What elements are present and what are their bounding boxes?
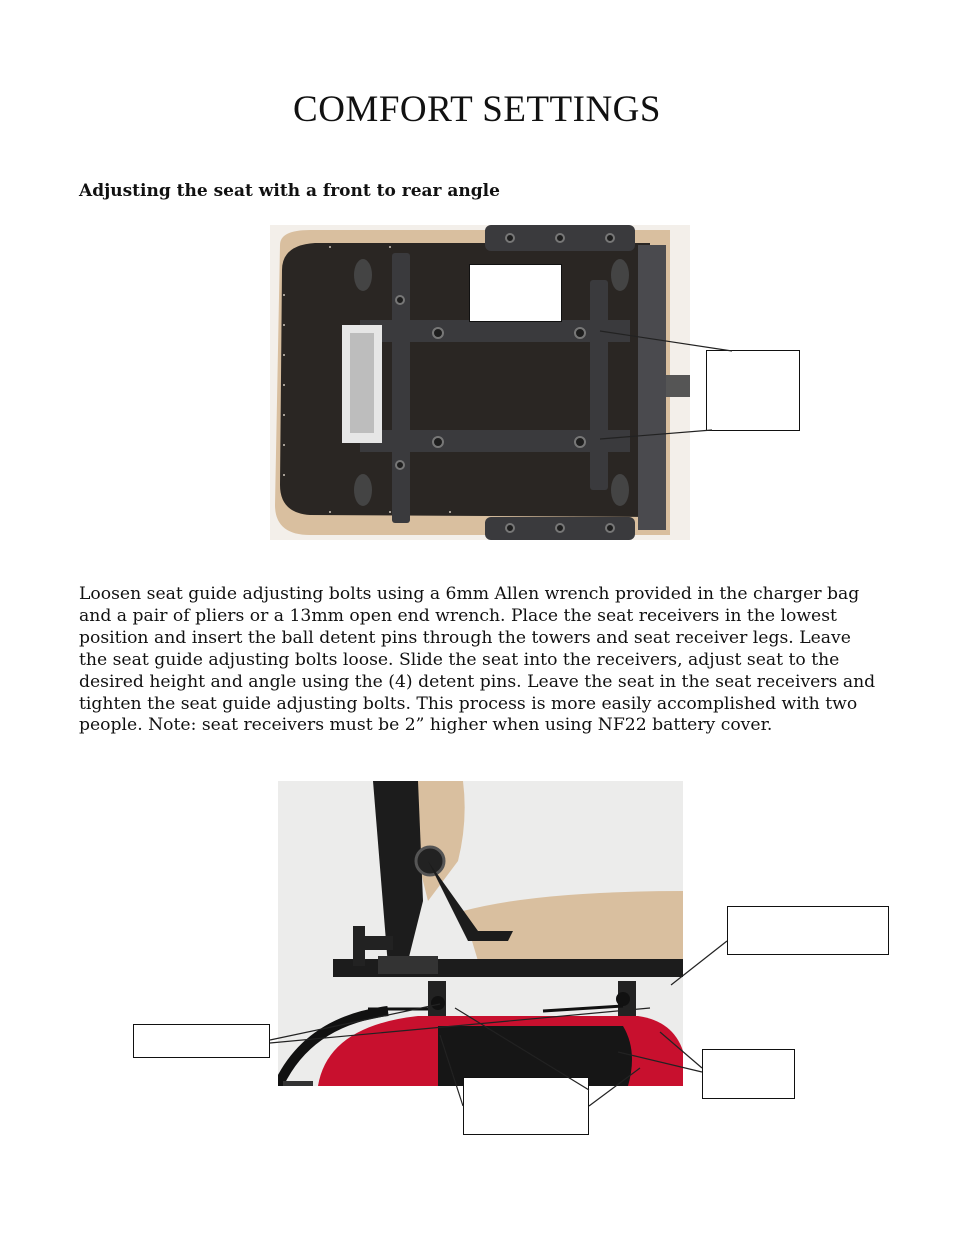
instructions-paragraph: Loosen seat guide adjusting bolts using a 6mm Allen wrench provided in the charger bag and a pair of pliers or a 13mm open end wrench. Place the seat receivers in the lowest position and insert the ball detent pins through the towers and seat receiver legs. Leave the seat guide adjusting bolts loose. Slide the seat into the receivers, adjust seat to the desired height and angle using the (4) detent pins. Leave the seat in the seat receivers and tighten the seat guide adjusting bolts. This process is more easily accomplished with two people. Note: seat receivers must be 2” higher when using NF22 battery cover. <box>79 584 876 736</box>
callout-box-top-label <box>469 264 562 322</box>
callout-box-bolts <box>706 350 800 431</box>
section-heading: Adjusting the seat with a front to rear angle <box>79 181 500 201</box>
seat-side-view-photo <box>278 781 683 1086</box>
callout-box-right-upper <box>727 906 889 955</box>
callout-box-left <box>133 1024 270 1058</box>
callout-box-right-lower <box>702 1049 795 1099</box>
callout-box-bottom <box>463 1077 589 1135</box>
page-title: COMFORT SETTINGS <box>293 89 661 130</box>
